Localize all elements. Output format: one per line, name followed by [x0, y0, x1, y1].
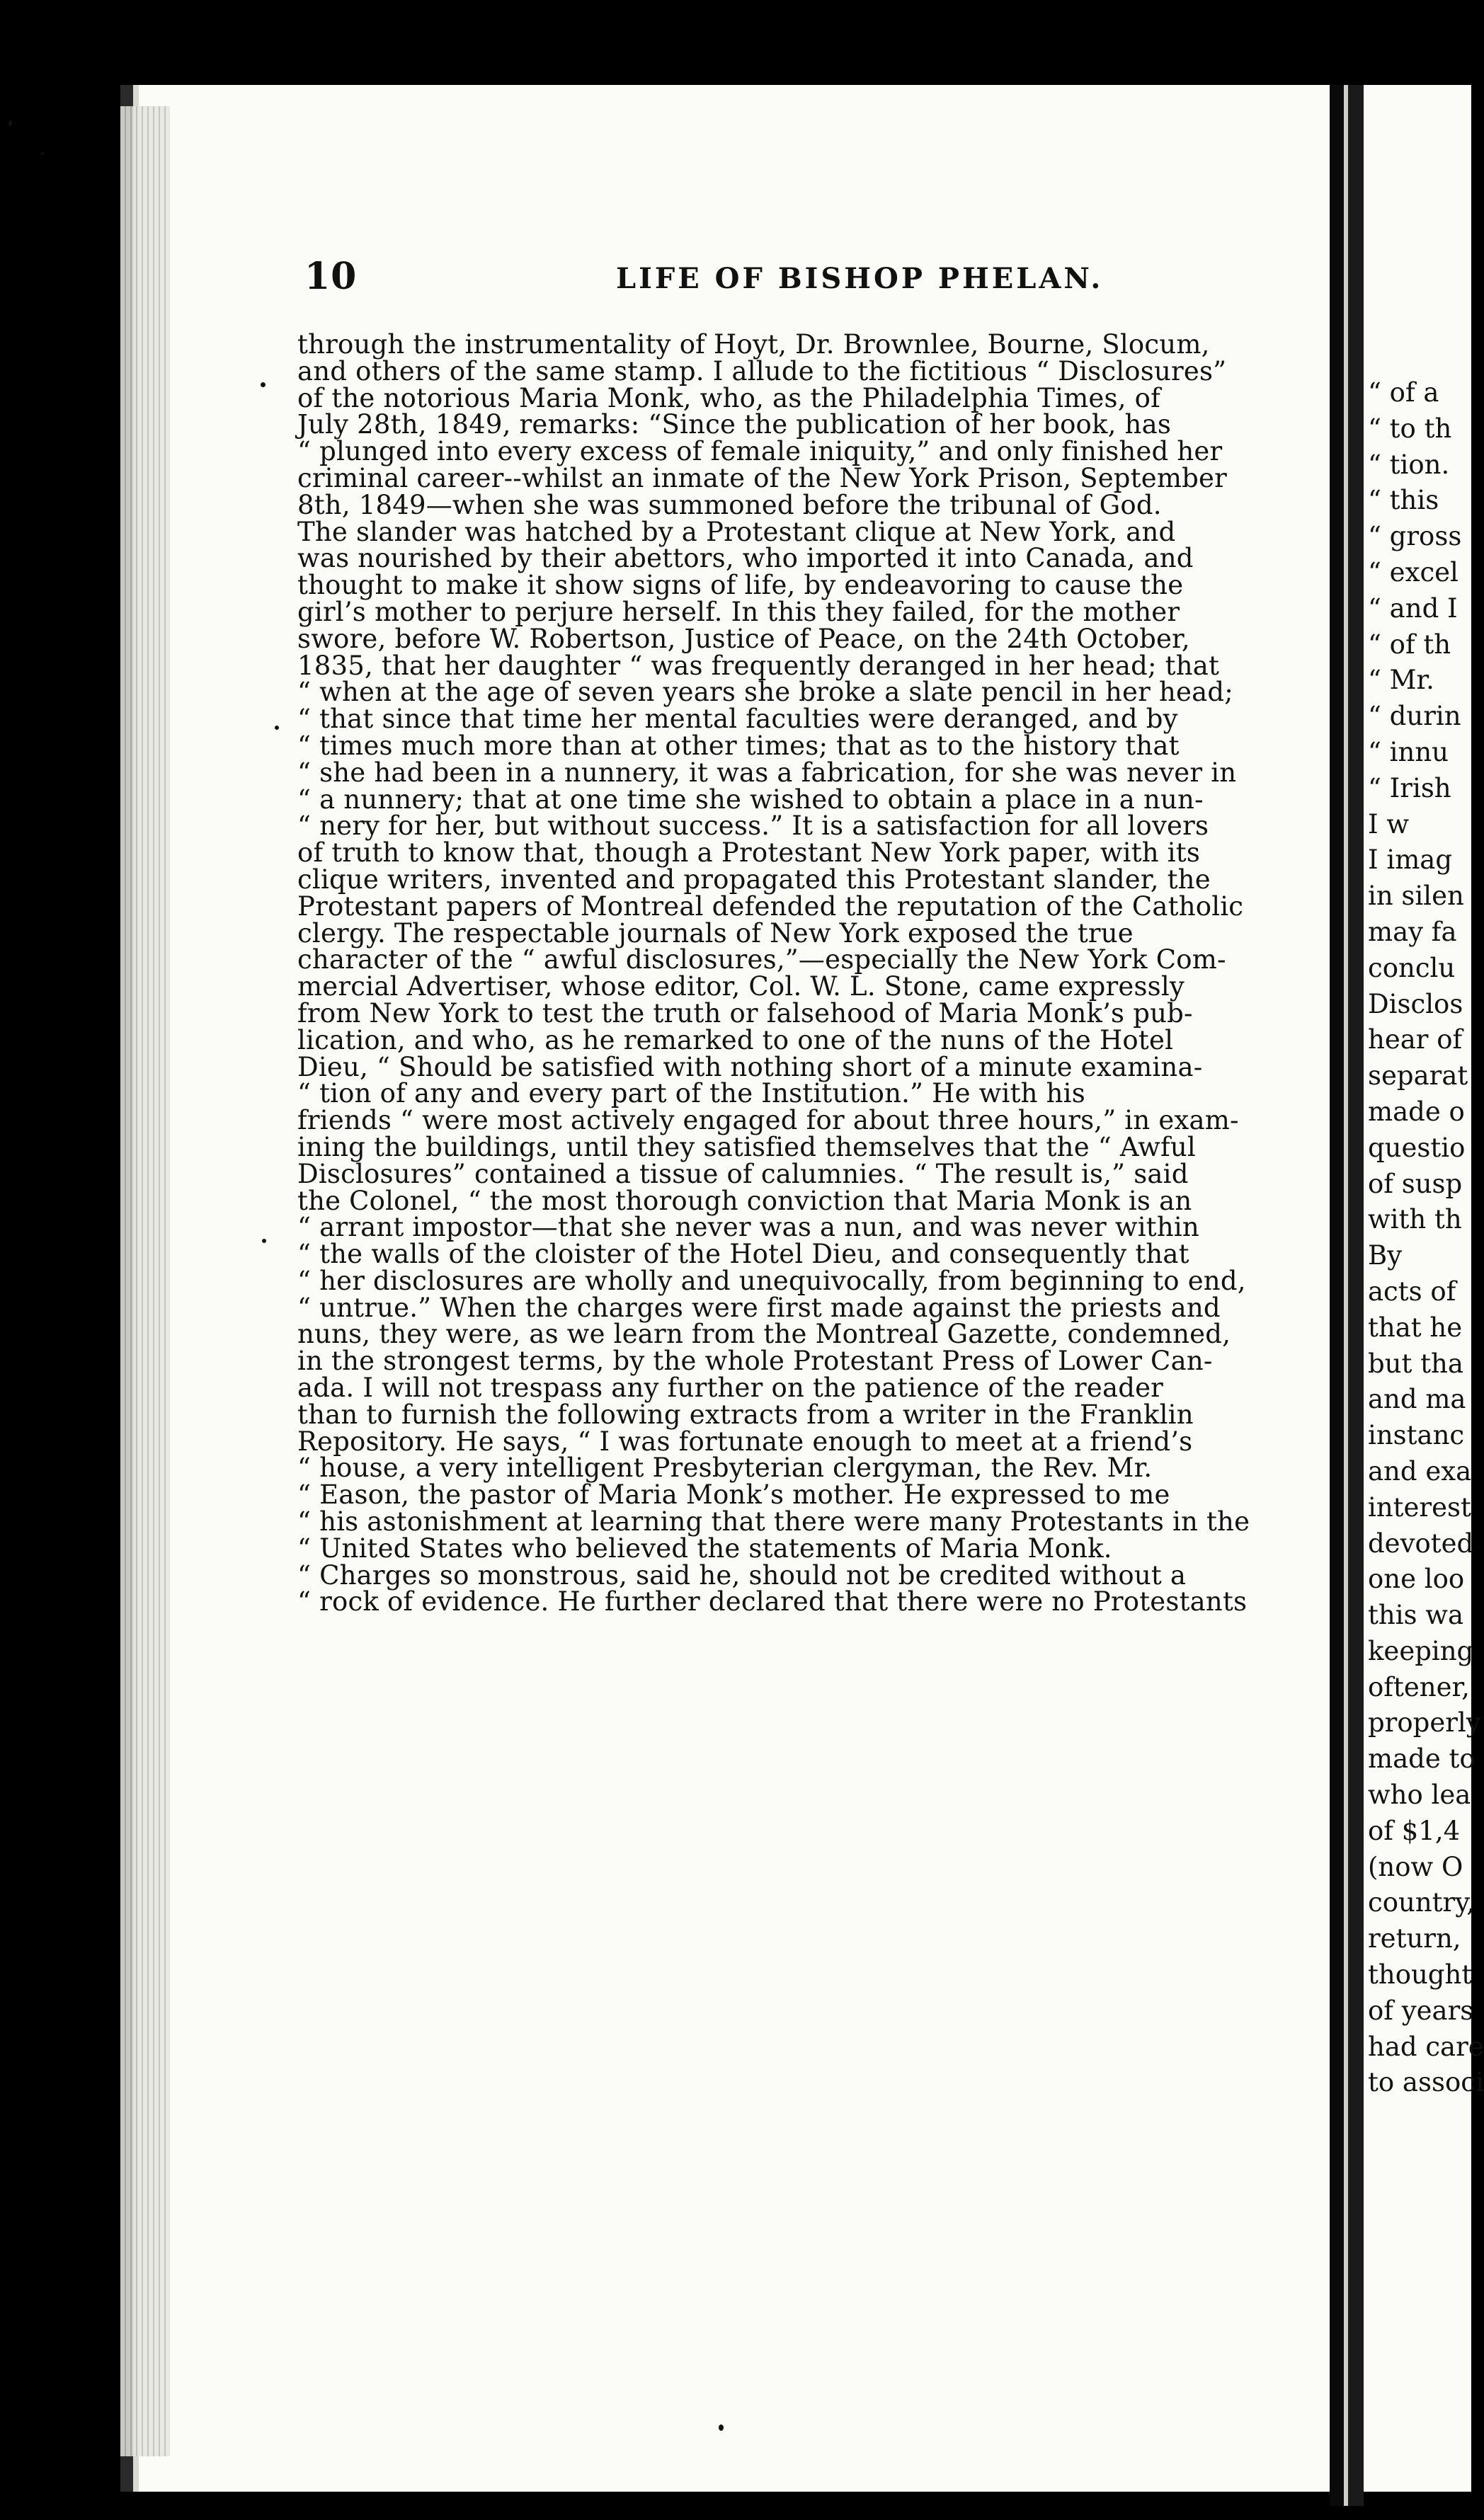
text-line: “ his astonishment at learning that there were many Protestants in the [297, 1506, 1250, 1537]
text-line: of truth to know that, though a Protestant New York paper, with its [297, 837, 1201, 869]
ink-speck [8, 120, 12, 126]
text-line: through the instrumentality of Hoyt, Dr. Brownlee, Bourne, Slocum, [297, 329, 1210, 360]
text-line: thought to make it show signs of life, by endeavoring to cause the [297, 570, 1184, 601]
text-line: “ Eason, the pastor of Maria Monk’s mother. He expressed to me [297, 1479, 1170, 1511]
text-line: and others of the same stamp. I allude to the fictitious “ Disclosures” [297, 355, 1227, 386]
page-header [304, 255, 1331, 304]
facing-text-line: “ of th [1368, 629, 1451, 660]
facing-text-line: to associ [1368, 2067, 1484, 2098]
facing-text-line: of $1,4 [1368, 1815, 1461, 1846]
text-line: “ arrant impostor—that she never was a nun, and was never within [297, 1212, 1199, 1243]
running-head: LIFE OF BISHOP PHELAN. [616, 262, 1104, 295]
text-line: of the notorious Maria Monk, who, as the Philadelphia Times, of [297, 382, 1161, 413]
text-line: “ Charges so monstrous, said he, should not be credited without a [297, 1559, 1187, 1591]
text-line: than to furnish the following extracts from a writer in the Franklin [297, 1399, 1194, 1430]
text-line: The slander was hatched by a Protestant clique at New York, and [297, 516, 1176, 547]
facing-text-line: “ Mr. [1368, 665, 1434, 696]
text-line: “ house, a very intelligent Presbyterian clergyman, the Rev. Mr. [297, 1453, 1153, 1484]
text-line: criminal career--whilst an inmate of the New York Prison, September [297, 462, 1227, 493]
facing-text-line: of years [1368, 1995, 1474, 2026]
text-line: “ nery for her, but without success.” It is a satisfaction for all lovers [297, 811, 1209, 842]
facing-text-line: conclu [1368, 952, 1456, 983]
facing-text-line: one loo [1368, 1564, 1465, 1595]
facing-text-line: “ innu [1368, 736, 1449, 767]
facing-page-text [1368, 375, 1484, 2101]
facing-text-line: and exa [1368, 1455, 1472, 1487]
facing-text-line: and ma [1368, 1384, 1466, 1415]
text-line: “ that since that time her mental faculties were deranged, and by [297, 704, 1178, 735]
facing-text-line: country, [1368, 1887, 1475, 1918]
text-line: “ tion of any and every part of the Institution.” He with his [297, 1078, 1085, 1109]
text-line: lication, and who, as he remarked to one of the nuns of the Hotel [297, 1024, 1174, 1055]
facing-text-line: oftener, [1368, 1671, 1470, 1702]
text-line: ining the buildings, until they satisfied themselves that the “ Awful [297, 1131, 1196, 1162]
text-line: “ she had been in a nunnery, it was a fabrication, for she was never in [297, 757, 1237, 788]
facing-text-line: in silen [1368, 881, 1464, 912]
facing-text-line: “ to th [1368, 413, 1452, 444]
facing-text-line: questio [1368, 1132, 1466, 1163]
text-line: 8th, 1849—when she was summoned before the tribunal of God. [297, 489, 1162, 520]
text-line: “ when at the age of seven years she broke a slate pencil in her head; [297, 677, 1233, 708]
text-line: “ United States who believed the statements of Maria Monk. [297, 1533, 1112, 1564]
text-line: character of the “ awful disclosures,”—especially the New York Com- [297, 944, 1226, 975]
ink-speck [719, 2424, 724, 2431]
text-line: ada. I will not trespass any further on the patience of the reader [297, 1373, 1164, 1404]
facing-text-line: instanc [1368, 1420, 1465, 1451]
text-line: “ plunged into every excess of female iniquity,” and only finished her [297, 436, 1223, 467]
text-line: clique writers, invented and propagated this Protestant slander, the [297, 864, 1211, 895]
facing-text-line: “ of a [1368, 377, 1439, 408]
text-line: Protestant papers of Montreal defended the reputation of the Catholic [297, 890, 1244, 922]
text-line: clergy. The respectable journals of New York exposed the true [297, 917, 1134, 949]
facing-text-line: Disclos [1368, 988, 1463, 1019]
facing-text-line: separat [1368, 1060, 1468, 1092]
facing-text-line: made to [1368, 1743, 1476, 1775]
body-text [297, 331, 1338, 1615]
facing-text-line: By [1368, 1240, 1403, 1271]
text-line: Dieu, “ Should be satisfied with nothing short of a minute examina- [297, 1051, 1203, 1082]
text-line: “ the walls of the cloister of the Hotel Dieu, and consequently that [297, 1239, 1189, 1270]
facing-text-line: “ this [1368, 485, 1439, 516]
facing-text-line: I w [1368, 808, 1410, 840]
facing-text-line: this wa [1368, 1600, 1464, 1631]
text-line: friends “ were most actively engaged for about three hours,” in exam- [297, 1105, 1239, 1136]
text-line: in the strongest terms, by the whole Protestant Press of Lower Can- [297, 1346, 1213, 1377]
text-line: July 28th, 1849, remarks: “Since the publication of her book, has [297, 409, 1172, 440]
facing-text-line: of susp [1368, 1168, 1463, 1199]
facing-text-line: acts of [1368, 1276, 1456, 1307]
ink-speck [41, 152, 44, 155]
text-line: the Colonel, “ the most thorough conviction that Maria Monk is an [297, 1185, 1192, 1216]
page-edge [120, 106, 170, 2456]
facing-text-line: return, [1368, 1923, 1461, 1954]
text-line: Disclosures” contained a tissue of calumnies. “ The result is,” said [297, 1158, 1189, 1189]
facing-text-line: “ excel [1368, 556, 1459, 588]
facing-text-line: I imag [1368, 844, 1453, 876]
facing-text-line: made o [1368, 1096, 1465, 1127]
text-line: mercial Advertiser, whose editor, Col. W. L. Stone, came expressly [297, 971, 1185, 1002]
facing-text-line: properly [1368, 1707, 1481, 1739]
text-line: “ rock of evidence. He further declared that there were no Protestants [297, 1586, 1248, 1617]
ink-speck [275, 726, 279, 730]
text-line: “ her disclosures are wholly and unequivocally, from beginning to end, [297, 1265, 1246, 1296]
facing-text-line: “ durin [1368, 701, 1461, 732]
facing-text-line: that he [1368, 1312, 1463, 1343]
facing-text-line: but tha [1368, 1348, 1463, 1379]
text-line: girl’s mother to perjure herself. In this they failed, for the mother [297, 596, 1180, 627]
text-line: 1835, that her daughter “ was frequently deranged in her head; that [297, 650, 1220, 681]
text-line: swore, before W. Robertson, Justice of Peace, on the 24th October, [297, 623, 1190, 654]
facing-text-line: “ and I [1368, 592, 1458, 624]
facing-text-line: “ Irish [1368, 772, 1451, 803]
facing-text-line: who lea [1368, 1780, 1471, 1811]
text-line: nuns, they were, as we learn from the Montreal Gazette, condemned, [297, 1319, 1231, 1350]
facing-text-line: thought [1368, 1959, 1473, 1991]
facing-text-line: may fa [1368, 916, 1457, 947]
facing-text-line: interest [1368, 1491, 1471, 1523]
text-line: “ times much more than at other times; that as to the history that [297, 730, 1180, 761]
facing-text-line: keeping [1368, 1635, 1474, 1666]
facing-text-line: hear of [1368, 1024, 1463, 1055]
text-line: from New York to test the truth or falsehood of Maria Monk’s pub- [297, 997, 1193, 1029]
ink-speck [261, 382, 266, 387]
facing-text-line: devoted [1368, 1528, 1474, 1559]
page-number: 10 [304, 255, 358, 298]
facing-text-line: with th [1368, 1204, 1462, 1235]
facing-text-line: (now O [1368, 1851, 1463, 1882]
text-line: “ a nunnery; that at one time she wished to obtain a place in a nun- [297, 784, 1204, 815]
facing-text-line: had care [1368, 2031, 1484, 2062]
text-line: was nourished by their abettors, who imported it into Canada, and [297, 543, 1194, 574]
text-line: Repository. He says, “ I was fortunate enough to meet at a friend’s [297, 1426, 1193, 1457]
ink-speck [262, 1239, 266, 1243]
text-line: “ untrue.” When the charges were first made against the priests and [297, 1292, 1221, 1323]
facing-text-line: “ tion. [1368, 449, 1450, 480]
facing-text-line: “ gross [1368, 521, 1462, 552]
